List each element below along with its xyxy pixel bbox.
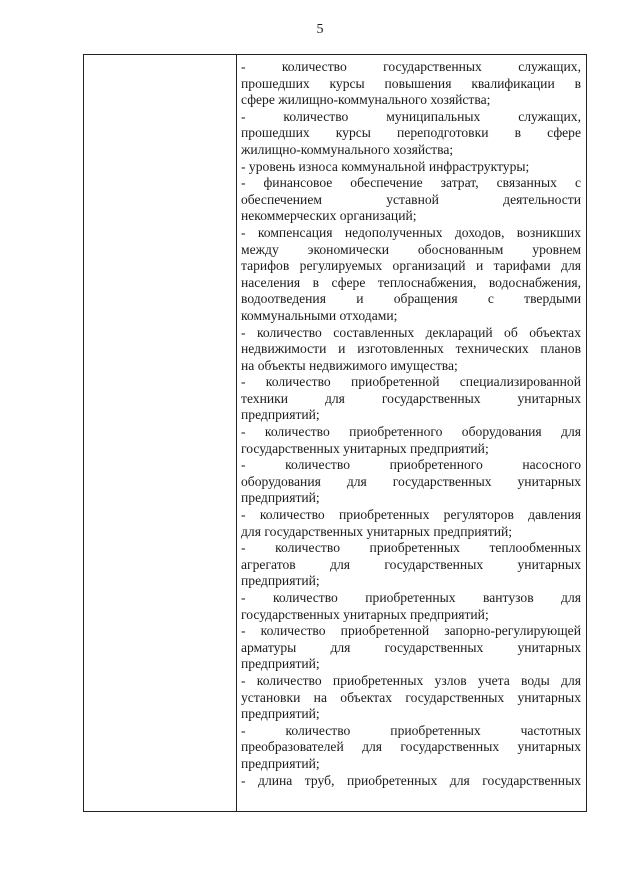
- indicators-cell: [241, 59, 581, 789]
- indicator-line: - количество приобретенного оборудования для: [241, 424, 581, 440]
- indicator-line: - количество приобретенных узлов учета воды для: [241, 672, 581, 688]
- indicator-line: - длина труб, приобретенных для государственных: [241, 772, 581, 788]
- indicator-line: - количество приобретенной специализированной: [241, 374, 581, 390]
- indicator-line: - количество муниципальных служащих,: [241, 108, 581, 124]
- indicator-line: тарифов регулируемых организаций и тарифами для: [241, 258, 581, 274]
- indicator-line: предприятий;: [241, 407, 320, 423]
- indicator-line: некоммерческих организаций;: [241, 208, 417, 224]
- indicator-line: - компенсация недополученных доходов, возникших: [241, 224, 581, 240]
- indicators-table: [83, 54, 587, 812]
- indicator-line: - количество приобретенных регуляторов давления: [241, 507, 581, 523]
- indicator-line: - уровень износа коммунальной инфраструктуры;: [241, 158, 530, 174]
- indicator-line: прошедших курсы повышения квалификации в: [241, 75, 581, 91]
- indicator-line: предприятий;: [241, 656, 320, 672]
- indicator-line: сфере жилищно-коммунального хозяйства;: [241, 92, 491, 108]
- indicator-line: техники для государственных унитарных: [241, 390, 581, 406]
- indicator-line: для государственных унитарных предприятий;: [241, 523, 513, 539]
- indicator-line: между экономически обоснованным уровнем: [241, 241, 581, 257]
- indicator-line: арматуры для государственных унитарных: [241, 639, 581, 655]
- indicator-line: предприятий;: [241, 755, 320, 771]
- indicator-line: - количество приобретенного насосного: [241, 457, 581, 473]
- indicator-line: - количество приобретенных вантузов для: [241, 590, 581, 605]
- indicator-line: - количество приобретенных частотных: [241, 722, 581, 738]
- indicator-line: водоотведения и обращения с твердыми: [241, 291, 581, 307]
- left-cell-empty: [84, 55, 236, 811]
- indicator-line: - количество составленных деклараций об объектах: [241, 324, 581, 340]
- indicator-line: государственных унитарных предприятий;: [241, 440, 489, 456]
- indicator-line: на объекты недвижимого имущества;: [241, 357, 458, 373]
- indicator-line: установки на объектах государственных унитарных: [241, 689, 581, 705]
- indicator-line: - количество приобретенной запорно-регулирующей: [241, 623, 581, 639]
- indicator-line: обеспечением уставной деятельности: [241, 191, 581, 207]
- indicator-line: - количество государственных служащих,: [241, 59, 581, 74]
- indicator-line: - финансовое обеспечение затрат, связанных с: [241, 175, 581, 191]
- indicator-line: предприятий;: [241, 490, 320, 506]
- indicator-line: преобразователей для государственных унитарных: [241, 739, 581, 755]
- indicator-line: оборудования для государственных унитарных: [241, 473, 581, 489]
- indicator-line: агрегатов для государственных унитарных: [241, 556, 581, 572]
- indicator-line: предприятий;: [241, 706, 320, 722]
- indicator-line: жилищно-коммунального хозяйства;: [241, 141, 454, 157]
- indicator-line: коммунальными отходами;: [241, 307, 398, 323]
- indicator-line: государственных унитарных предприятий;: [241, 606, 489, 622]
- indicator-line: предприятий;: [241, 573, 320, 589]
- indicator-line: прошедших курсы переподготовки в сфере: [241, 125, 581, 141]
- column-divider: [236, 55, 237, 811]
- indicator-line: недвижимости и изготовленных технических планов: [241, 341, 581, 357]
- indicator-line: населения в сфере теплоснабжения, водоснабжения,: [241, 274, 581, 290]
- indicator-line: - количество приобретенных теплообменных: [241, 540, 581, 556]
- page-number: 5: [316, 22, 324, 37]
